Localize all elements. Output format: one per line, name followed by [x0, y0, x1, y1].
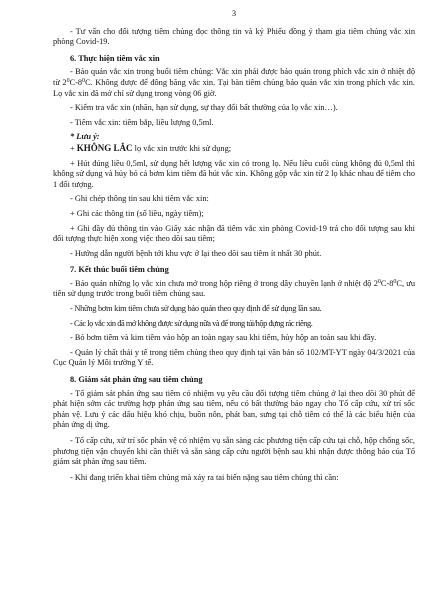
paragraph-consent: - Tư vấn cho đối tượng tiêm chủng đọc thông tin và ký Phiếu đồng ý tham gia tiêm chủng vắc xin phòng Covid-19. — [53, 26, 415, 47]
paragraph-emergency-team: - Tổ cấp cứu, xử trí sốc phản vệ có nhiệm vụ sẵn sàng các phương tiện cấp cứu tại chỗ, hộp chống sốc, phương tiện vận chuyển khi cần thiết và sẵn sàng cấp cứu người bệnh sau khi nhận được thông báo của Tổ giám sát phản ứng sau tiêm. — [53, 436, 415, 467]
paragraph-safety-box: - Bỏ bơm tiêm và kim tiêm vào hộp an toàn ngay sau khi tiêm, hủy hộp an toàn sau khi đầy. — [70, 333, 377, 343]
paragraph-store-unopened: - Bảo quản những lọ vắc xin chưa mở trong hộp riêng ở trong dây chuyền lạnh ở nhiệt độ $2^0C-8^0C$, ưu tiên sử dụng trước trong buổi tiêm chủng sau. — [53, 278, 416, 299]
paragraph-medical-waste: - Quản lý chất thải y tế trong tiêm chủng theo quy định tại văn bản số 102/MT-YT ngày 04/3/2021 của Cục Quản lý Môi trường Y tế. — [53, 347, 415, 368]
paragraph-monitoring-team: - Tổ giám sát phản ứng sau tiêm có nhiệm vụ yêu cầu đối tượng tiêm chủng ở lại theo dõi 30 phút để phát hiện sớm các trường hợp phản ứng sau tiêm, nếu có bất thường báo ngay cho Tổ cấp cứu, xử trí sốc phản vệ. Lưu ý các dấu hiệu khó chịu, buồn nôn, phát ban, sưng tại chỗ tiêm có thể là các biểu hiện của phản ứng dị ứng. — [53, 388, 415, 430]
heading-section-8: 8. Giám sát phản ứng sau tiêm chủng — [70, 375, 203, 385]
heading-section-6: 6. Thực hiện tiêm vắc xin — [70, 53, 160, 63]
paragraph-observation: - Hướng dẫn người bệnh tới khu vực ở lại theo dõi sau tiêm ít nhất 30 phút. — [70, 248, 322, 258]
paragraph-unused-syringes: - Những bơm kim tiêm chưa sử dụng bảo quản theo quy định để sử dụng lần sau. — [70, 304, 322, 314]
paragraph-check-vaccine: - Kiểm tra vắc xin (nhãn, hạn sử dụng, sự thay đổi bất thường của lọ vắc xin…). — [70, 103, 338, 113]
paragraph-injection: - Tiêm vắc xin: tiêm bắp, liều lượng 0,5ml. — [70, 117, 214, 127]
heading-section-7: 7. Kết thúc buổi tiêm chủng — [70, 265, 169, 275]
paragraph-opened-vials: - Các lọ vắc xin đã mở không được sử dụng nữa và để trong túi/hộp đựng rác riêng. — [70, 318, 313, 328]
paragraph-record-dose: + Ghi các thông tin (số liều, ngày tiêm); — [70, 208, 204, 218]
paragraph-record-info: - Ghi chép thông tin sau khi tiêm vắc xin: — [70, 194, 209, 204]
paragraph-certificate: + Ghi đầy đủ thông tin vào Giấy xác nhận đã tiêm vắc xin phòng Covid-19 trả cho đối tượng sau khi đối tượng thực hiện xong việc theo dõi sau tiêm; — [53, 223, 415, 244]
paragraph-do-not-shake: + KHÔNG LẮC lọ vắc xin trước khi sử dụng; — [70, 142, 232, 153]
paragraph-dose: + Hút đúng liều 0,5ml, sử dụng hết lượng vắc xin có trong lọ. Nếu liều cuối cùng không đủ 0,5ml thì không sử dụng và hủy bỏ cả bơm kim tiêm đã hút vắc xin. Không gộp vắc xin từ 2 lọ khác nhau để tiêm cho 1 đối tượng. — [53, 158, 415, 189]
note-label: * Lưu ý: — [70, 132, 100, 142]
paragraph-vaccine-storage: - Bảo quản vắc xin trong buổi tiêm chủng: Vắc xin phải được bảo quản trong phích vắc xin ở nhiệt độ từ $2^0C-8^0C$. Không được để đông băng vắc xin. Tại bàn tiêm chủng bảo quản vắc xin trong phích vắc xin. Lọ vắc xin đã mở chỉ sử dụng trong vòng 06 giờ. — [53, 67, 415, 98]
page-number: 3 — [231, 8, 237, 18]
paragraph-severe-reaction: - Khi đang triển khai tiêm chủng mà xảy ra tai biến nặng sau tiêm chủng thì cần: — [70, 472, 339, 482]
